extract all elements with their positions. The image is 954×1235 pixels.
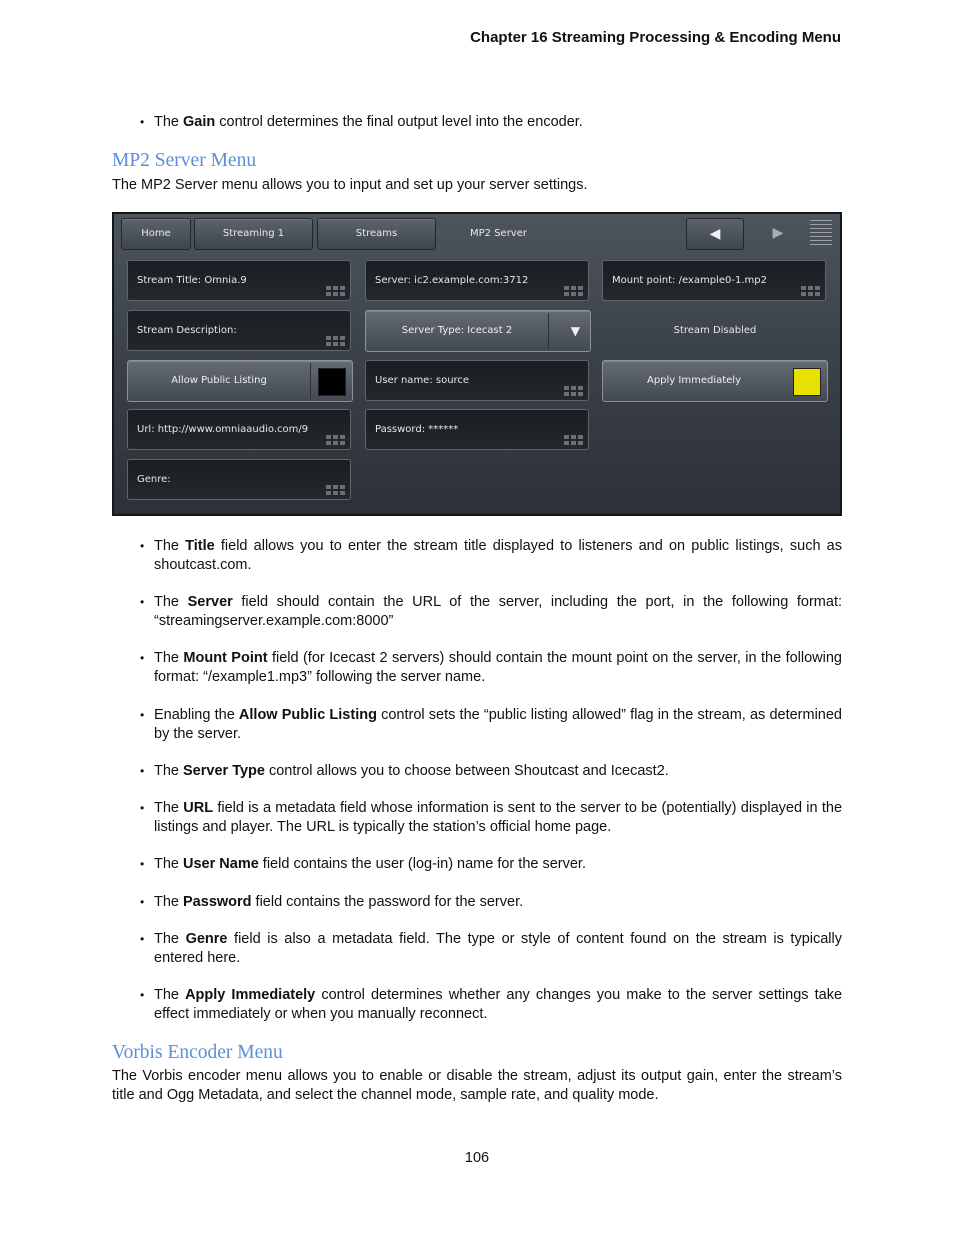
- stream-description-field[interactable]: [127, 310, 351, 351]
- server-type-label: Server Type: Icecast 2: [401, 325, 513, 336]
- bullet-server-type: • The Server Type control allows you to choose between Shoutcast and Icecast2.: [140, 763, 669, 779]
- server-field[interactable]: [365, 260, 589, 301]
- nav-home-button[interactable]: Home: [121, 218, 191, 250]
- mount-point-field[interactable]: [602, 260, 826, 301]
- bullet-dot: •: [140, 115, 145, 129]
- nav-streams-button[interactable]: Streams: [317, 218, 436, 250]
- bullet-mount-point: • The Mount Point field (for Icecast 2 servers) should contain the mount point on the server, in the following format: “/example1.mp3” following the server name.: [140, 650, 842, 685]
- page-number: 106: [464, 1150, 490, 1166]
- genre-field[interactable]: [127, 459, 351, 500]
- allow-public-listing-label: Allow Public Listing: [171, 375, 267, 386]
- bullet-apply-immediately: • The Apply Immediately control determines whether any changes you make to the server settings take effect immediately or when you manually reconnect.: [140, 987, 843, 1022]
- divider: [548, 313, 549, 349]
- genre-text: Genre:: [137, 474, 171, 485]
- bullet-genre: • The Genre field is also a metadata field. The type or style of content found on the stream is typically entered here.: [140, 931, 842, 966]
- bullet-title: • The Title field allows you to enter the stream title displayed to listeners and on public listings, such as shoutcast.com.: [140, 538, 842, 573]
- keypad-icon: [801, 286, 821, 296]
- chevron-down-icon: ▼: [570, 324, 580, 338]
- bullet-server: • The Server field should contain the URL of the server, including the port, in the following format: “streamingserver.example.com:8000”: [140, 594, 843, 629]
- server-text: Server: ic2.example.com:3712: [375, 275, 529, 286]
- toggle-indicator-off: [318, 368, 346, 396]
- url-field[interactable]: [127, 409, 351, 450]
- server-type-dropdown[interactable]: [365, 310, 591, 352]
- apply-immediately-toggle[interactable]: [602, 360, 828, 402]
- divider: [310, 363, 311, 399]
- bullet-allow-public-listing: • Enabling the Allow Public Listing control sets the “public listing allowed” flag in the stream, as determined by the server.: [140, 707, 843, 742]
- user-name-field[interactable]: [365, 360, 589, 401]
- allow-public-listing-toggle[interactable]: [127, 360, 353, 402]
- toggle-indicator-on: [793, 368, 821, 396]
- password-text: Password: ******: [375, 424, 459, 435]
- next-arrow-icon[interactable]: ▶: [772, 225, 784, 241]
- stream-title-text: Stream Title: Omnia.9: [137, 275, 247, 286]
- stream-description-text: Stream Description:: [137, 325, 237, 336]
- keypad-icon: [326, 286, 346, 296]
- mp2-intro: The MP2 Server menu allows you to input and set up your server settings.: [112, 177, 588, 193]
- bullet-url: • The URL field is a metadata field whose information is sent to the server to be (potentially) displayed in the listings and player. The URL is typically the station’s official home page.: [140, 800, 843, 835]
- stream-title-field[interactable]: [127, 260, 351, 301]
- keypad-icon: [326, 485, 346, 495]
- user-name-text: User name: source: [375, 375, 470, 386]
- bullet-password: • The Password field contains the password for the server.: [140, 894, 524, 910]
- keypad-icon: [564, 435, 584, 445]
- keypad-icon: [326, 435, 346, 445]
- apply-immediately-label: Apply Immediately: [646, 375, 742, 386]
- nav-bar: [114, 214, 840, 254]
- vorbis-heading: Vorbis Encoder Menu: [112, 1042, 283, 1063]
- bullet-gain: • The Gain control determines the final output level into the encoder.: [140, 114, 583, 130]
- mp2-server-screen: [112, 212, 842, 516]
- url-text: Url: http://www.omniaaudio.com/9: [137, 424, 309, 435]
- menu-lines-icon[interactable]: [810, 220, 832, 246]
- password-field[interactable]: [365, 409, 589, 450]
- chapter-header: Chapter 16 Streaming Processing & Encoding Menu: [470, 29, 841, 46]
- keypad-icon: [326, 336, 346, 346]
- nav-current-page: MP2 Server: [470, 228, 527, 239]
- nav-streaming-button[interactable]: Streaming 1: [194, 218, 313, 250]
- keypad-icon: [564, 386, 584, 396]
- bullet-user-name: • The User Name field contains the user (log-in) name for the server.: [140, 856, 586, 872]
- vorbis-intro: The Vorbis encoder menu allows you to enable or disable the stream, adjust its output gain, enter the stream’s title and Ogg Metadata, and select the channel mode, sample rate, and quality mode.: [112, 1068, 842, 1103]
- mp2-heading: MP2 Server Menu: [112, 150, 257, 171]
- keypad-icon: [564, 286, 584, 296]
- prev-arrow-icon[interactable]: ◀: [686, 218, 744, 250]
- stream-status-label: Stream Disabled: [673, 325, 757, 336]
- mount-point-text: Mount point: /example0-1.mp2: [612, 275, 767, 286]
